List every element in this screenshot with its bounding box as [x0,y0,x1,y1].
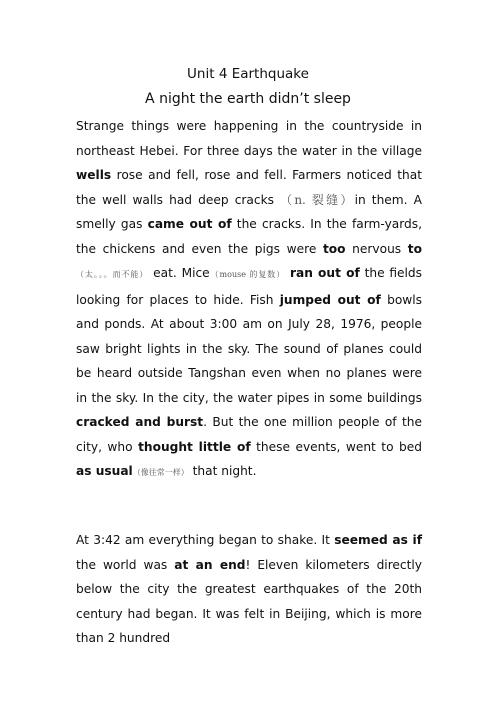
keyword-as-usual: as usual [76,464,133,478]
text-run: Strange things were happening in the countryside in northeast Hebei. For three days the water in the village [76,119,422,158]
keyword-ran-out-of: ran out of [289,266,360,280]
text-run: ! Eleven kilometers directly below the city the greatest earthquakes of the 20th century had began. It was felt in Beijing, which is more than 2 hundred [76,557,423,645]
keyword-seemed-as-if: seemed as if [334,533,422,547]
text-run: these events, went to bed [250,439,422,454]
keyword-to: to [407,241,422,256]
keyword-too: too [322,241,346,256]
text-run: . But the one million people of the city, who [76,415,422,454]
annotation-too-to: （太。。。而不能） [76,270,149,279]
text-run: nervous [345,241,408,256]
annotation-as-usual: （像往常一样） [132,468,189,477]
text-run: At 3:42 am everything began to shake. It [76,533,335,547]
keyword-came-out-of: came out of [147,217,232,231]
text-run: the fields looking for places to hide. Fish [76,266,423,307]
text-run: in them. A smelly gas [76,192,422,231]
unit-title: Unit 4 Earthquake [187,66,309,82]
text-run: bowls and ponds. At about 3:00 am on July 28, 1976, people saw bright lights in the sky. The sound of planes could be heard outside Tangshan even when no planes were in the sky. In the city, the water pipes in some buildings [76,292,422,405]
keyword-wells: wells [76,168,112,182]
lesson-subtitle: A night the earth didn’t sleep [145,91,351,107]
text-run: the world was [76,557,175,572]
paragraph-1 [76,114,422,486]
keyword-thought-little-of: thought little of [138,439,251,454]
keyword-jumped-out-of: jumped out of [279,292,381,307]
keyword-at-an-end: at an end [174,557,246,572]
paragraph-2 [76,528,422,651]
text-run: the cracks. In the farm-yards, the chickens and even the pigs were [76,217,422,256]
keyword-cracked-and-burst: cracked and burst [76,415,204,429]
text-run: eat. Mice [148,266,210,280]
annotation-mice: （mouse 的复数） [209,270,286,279]
text-run: that night. [188,464,257,478]
annotation-cracks: （n. 裂缝） [280,192,355,207]
text-run: rose and fell, rose and fell. Farmers noticed that the well walls had deep cracks [76,168,422,207]
